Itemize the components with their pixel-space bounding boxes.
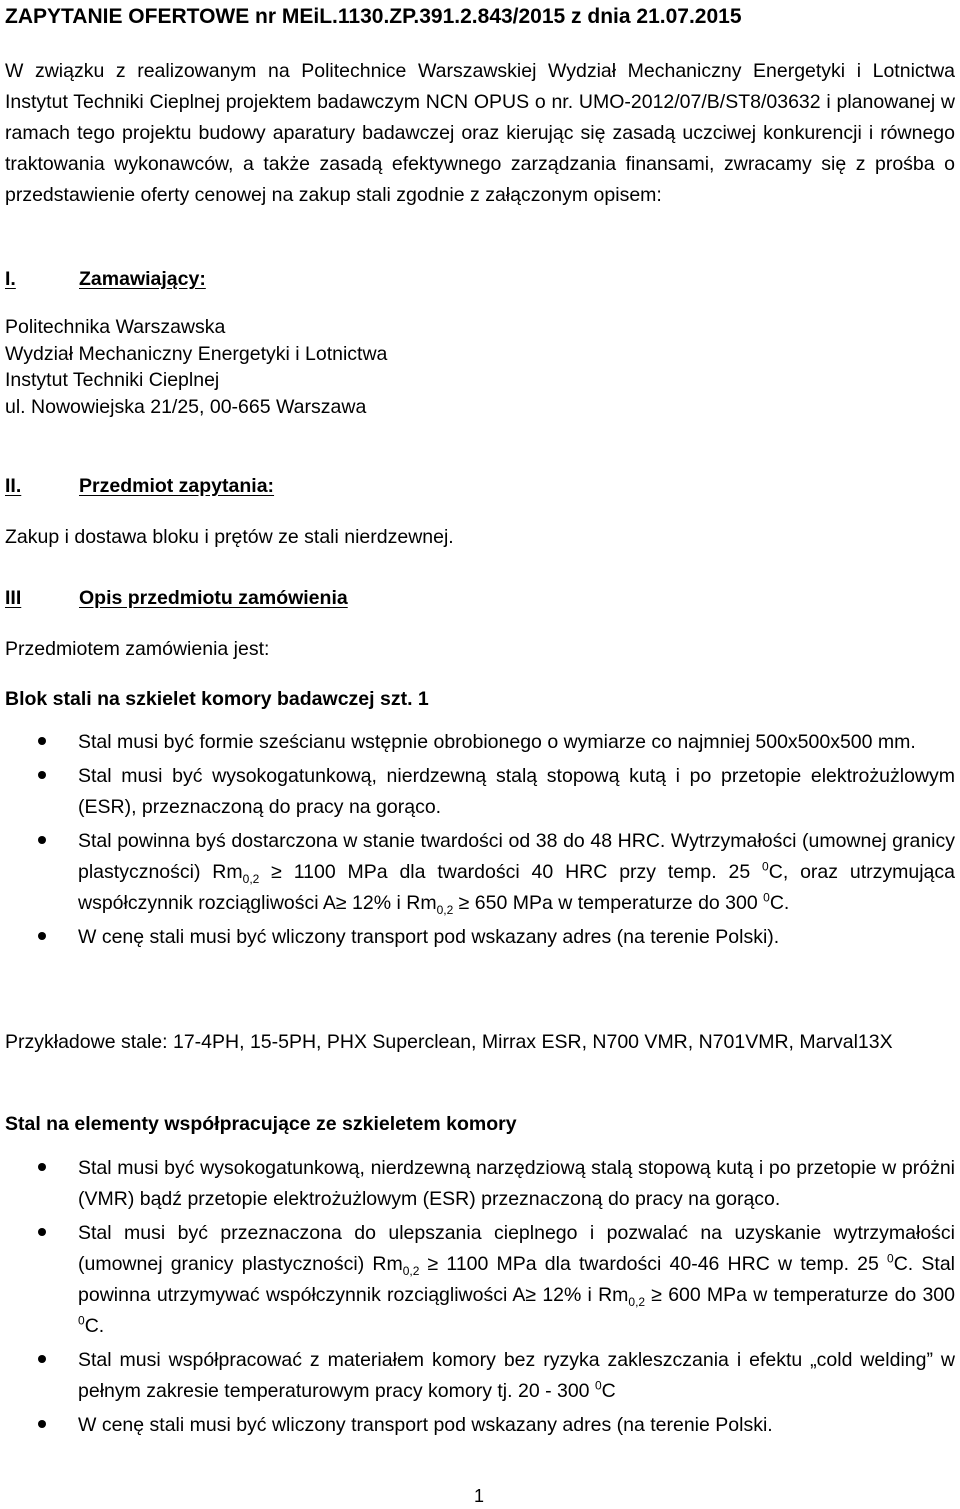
elements-title: Stal na elementy współpracujące ze szkieletem komory	[5, 1113, 517, 1135]
section-1-number: I.	[5, 268, 16, 290]
example-steels: Przykładowe stale: 17-4PH, 15-5PH, PHX Superclean, Mirrax ESR, N700 VMR, N701VMR, Marval13X	[5, 1031, 893, 1053]
intro-paragraph: W związku z realizowanym na Politechnice Warszawskiej Wydział Mechaniczny Energetyki i Lotnictwa Instytut Techniki Cieplnej projektem badawczym NCN OPUS o nr. UMO-2012/07/B/ST8/03632 i planowanej w ramach tego projektu budowy aparatury badawczej oraz kierując się zasadą uczciwej konkurencji i równego traktowania wykonawców, a także zasadą efektywnego zarządzania finansami, zwracamy się z prośba o przedstawienie oferty cenowej na zakup stali zgodnie z załączonym opisem:	[5, 60, 955, 206]
section-2-number: II.	[5, 475, 22, 497]
bullet-icon	[38, 932, 46, 940]
address-line-3: Instytut Techniki Cieplnej	[5, 369, 220, 391]
address-line-1: Politechnika Warszawska	[5, 316, 226, 338]
address-line-2: Wydział Mechaniczny Energetyki i Lotnictwa	[5, 342, 388, 365]
block-requirements-list	[0, 727, 955, 956]
address-line-4: ul. Nowowiejska 21/25, 00-665 Warszawa	[5, 395, 367, 418]
bullet-icon	[38, 1228, 46, 1236]
section-3-intro: Przedmiotem zamówienia jest:	[5, 638, 270, 660]
list-item: Stal musi współpracować z materiałem komory bez ryzyka zakleszczania i efektu „cold welding” w pełnym zakresie temperaturowym pracy komory tj. 20 - 300 $^0$C	[0, 1345, 955, 1407]
bullet-icon	[38, 1420, 46, 1428]
section-3-heading	[5, 584, 955, 612]
list-item: W cenę stali musi być wliczony transport pod wskazany adres (na terenie Polski).	[0, 922, 955, 953]
list-item: W cenę stali musi być wliczony transport pod wskazany adres (na terenie Polski.	[0, 1410, 955, 1441]
bullet-icon	[38, 737, 46, 745]
section-3-number: III	[5, 587, 22, 609]
list-item: Stal musi być formie sześcianu wstępnie obrobionego o wymiarze co najmniej 500x500x500 mm.	[0, 727, 955, 758]
list-item: Stal musi być przeznaczona do ulepszania cieplnego i pozwalać na uzyskanie wytrzymałości (umownej granicy plastyczności) $Rm_{0,2} \ge 1100$ MPa dla twardości 40-46 HRC w temp. 25 $^0$C. Stal powinna utrzymywać współczynnik rozciągliwości A≥ 12% i $Rm_{0,2} \ge 600$ MPa w temperaturze do 300 $^0$C.	[0, 1218, 955, 1342]
list-item: Stal musi być wysokogatunkową, nierdzewną stalą stopową kutą i po przetopie elektrożużlowym (ESR), przeznaczoną do pracy na gorąco.	[0, 761, 955, 823]
elements-requirements-list	[0, 1153, 955, 1444]
section-1-heading	[5, 265, 955, 293]
orderer-address	[5, 314, 955, 420]
bullet-icon	[38, 836, 46, 844]
section-1-title: Zamawiający:	[79, 268, 206, 290]
list-item: Stal powinna byś dostarczona w stanie twardości od 38 do 48 HRC. Wytrzymałości (umownej granicy plastyczności) $Rm_{0,2} \ge 1100$ MPa dla twardości 40 HRC przy temp. 25 $^0$C, oraz utrzymująca współczynnik rozciągliwości A≥ 12% i $Rm_{0,2} \ge 650$ MPa w temperaturze do 300 $^0$C.	[0, 826, 955, 919]
bullet-icon	[38, 1355, 46, 1363]
bullet-icon	[38, 771, 46, 779]
document-title: ZAPYTANIE OFERTOWE nr MEiL.1130.ZP.391.2.843/2015 z dnia 21.07.2015	[5, 5, 742, 28]
bullet-icon	[38, 1163, 46, 1171]
section-3-title: Opis przedmiotu zamówienia	[79, 587, 348, 609]
block-title: Blok stali na szkielet komory badawczej szt. 1	[5, 688, 429, 710]
page-number: 1	[474, 1486, 485, 1506]
section-2-title: Przedmiot zapytania:	[79, 475, 275, 497]
section-2-heading	[5, 472, 955, 500]
list-item: Stal musi być wysokogatunkową, nierdzewną narzędziową stalą stopową kutą i po przetopie w próżni (VMR) bądź przetopie elektrożużlowym (ESR) przeznaczoną do pracy na gorąco.	[0, 1153, 955, 1215]
section-2-text: Zakup i dostawa bloku i prętów ze stali nierdzewnej.	[5, 526, 454, 548]
